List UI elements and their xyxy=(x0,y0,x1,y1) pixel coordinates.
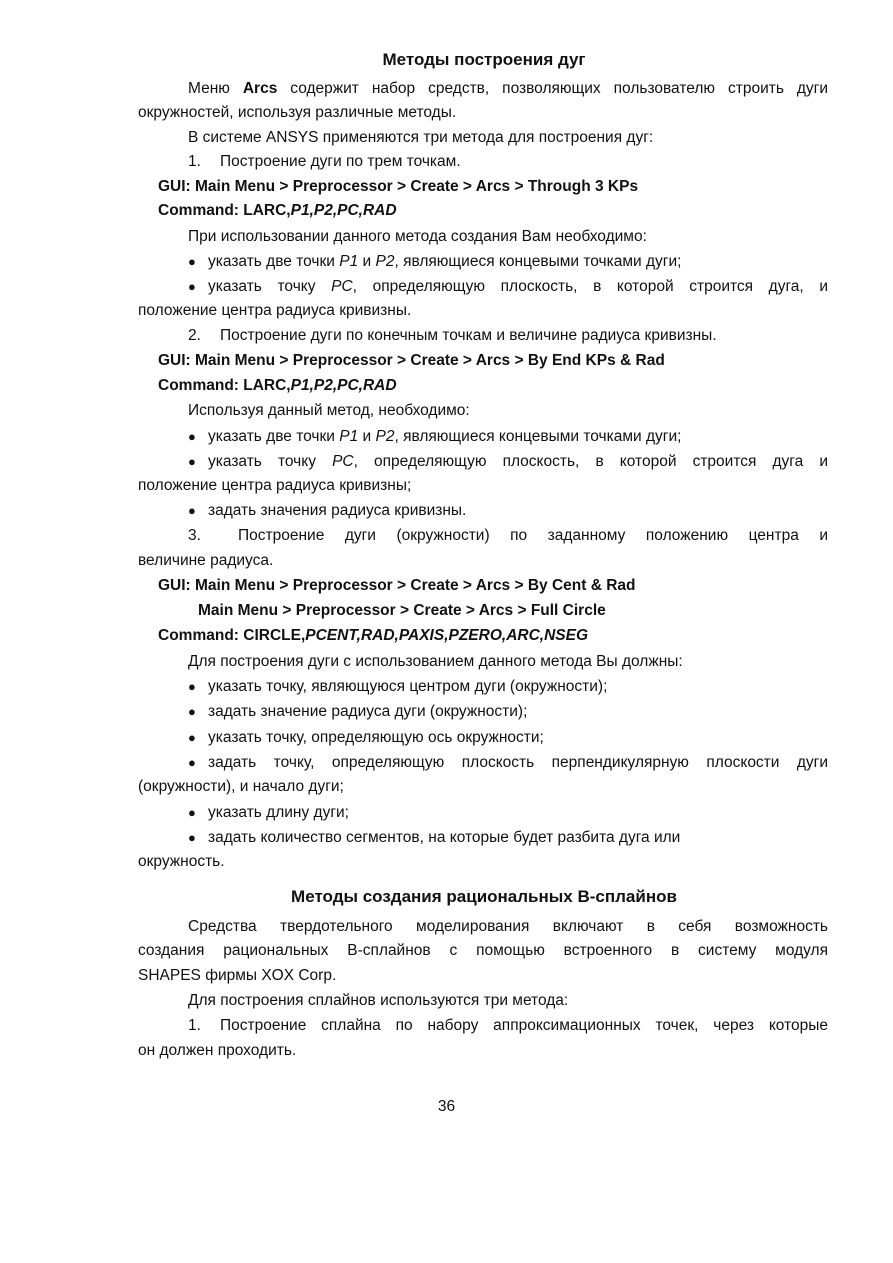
list-item: ● указать точку, определяющую ось окружности; xyxy=(188,729,544,746)
intro-line-2: окружностей, используя различные методы. xyxy=(138,104,457,121)
list-item: ● указать две точки P1 и P2, являющиеся концевыми точками дуги; xyxy=(188,253,682,270)
method-1-heading: 1. Построение дуги по трем точкам. xyxy=(188,153,461,170)
method-3-heading: 3. Построение дуги (окружности) по заданному положению центра и xyxy=(188,527,828,544)
method-3-command: Command: CIRCLE,PCENT,RAD,PAXIS,PZERO,ARC,NSEG xyxy=(158,627,589,644)
list-item-continuation: положение центра радиуса кривизны; xyxy=(138,477,412,494)
splines-para-line-1: Средства твердотельного моделирования включают в себя возможность xyxy=(188,918,828,935)
ansys-line: В системе ANSYS применяются три метода для построения дуг: xyxy=(188,129,654,146)
spline-method-1: 1. Построение сплайна по набору аппроксимационных точек, через которые xyxy=(188,1017,828,1034)
list-item: ● указать две точки P1 и P2, являющиеся концевыми точками дуги; xyxy=(188,428,682,445)
list-item: ● указать точку PC, определяющую плоскость, в которой строится дуга, и xyxy=(188,278,828,295)
section-title-arcs: Методы построения дуг xyxy=(382,50,586,69)
method-2-gui-path: GUI: Main Menu > Preprocessor > Create > Arcs > By End KPs & Rad xyxy=(158,352,665,369)
list-item: ● задать количество сегментов, на которые будет разбита дуга или xyxy=(188,829,681,846)
splines-para-line-3: SHAPES фирмы XOX Corp. xyxy=(138,967,337,984)
intro-line-1: Меню Arcs содержит набор средств, позволяющих пользователю строить дуги xyxy=(188,80,828,97)
list-item-continuation: (окружности), и начало дуги; xyxy=(138,778,344,795)
page-number: 36 xyxy=(437,1098,456,1115)
method-3-heading-continuation: величине радиуса. xyxy=(138,552,274,569)
list-item-continuation: положение центра радиуса кривизны. xyxy=(138,302,412,319)
method-1-gui-path: GUI: Main Menu > Preprocessor > Create > Arcs > Through 3 KPs xyxy=(158,178,639,195)
method-1-command: Command: LARC,P1,P2,PC,RAD xyxy=(158,202,397,219)
method-3-gui-path-1: GUI: Main Menu > Preprocessor > Create > Arcs > By Cent & Rad xyxy=(158,577,636,594)
list-item: ● указать длину дуги; xyxy=(188,804,349,821)
method-2-heading: 2. Построение дуги по конечным точкам и величине радиуса кривизны. xyxy=(188,327,717,344)
list-item-continuation: окружность. xyxy=(138,853,225,870)
list-item: ● указать точку PC, определяющую плоскость, в которой строится дуга и xyxy=(188,453,828,470)
section-title-splines: Методы создания рациональных В-сплайнов xyxy=(291,887,677,906)
list-item: ● указать точку, являющуюся центром дуги (окружности); xyxy=(188,678,608,695)
list-item: ● задать значения радиуса кривизны. xyxy=(188,502,467,519)
list-item: ● задать значение радиуса дуги (окружности); xyxy=(188,703,528,720)
splines-methods-intro: Для построения сплайнов используются три метода: xyxy=(188,992,569,1009)
method-3-requirements: Для построения дуги с использованием данного метода Вы должны: xyxy=(188,653,683,670)
method-1-requirements: При использовании данного метода создания Вам необходимо: xyxy=(188,228,647,245)
list-item: ● задать точку, определяющую плоскость перпендикулярную плоскости дуги xyxy=(188,754,828,771)
method-2-command: Command: LARC,P1,P2,PC,RAD xyxy=(158,377,397,394)
spline-method-1-continuation: он должен проходить. xyxy=(138,1042,297,1059)
method-3-gui-path-2: Main Menu > Preprocessor > Create > Arcs > Full Circle xyxy=(198,602,606,619)
splines-para-line-2: создания рациональных В-сплайнов с помощью встроенного в систему модуля xyxy=(138,942,828,959)
method-2-requirements: Используя данный метод, необходимо: xyxy=(188,402,470,419)
